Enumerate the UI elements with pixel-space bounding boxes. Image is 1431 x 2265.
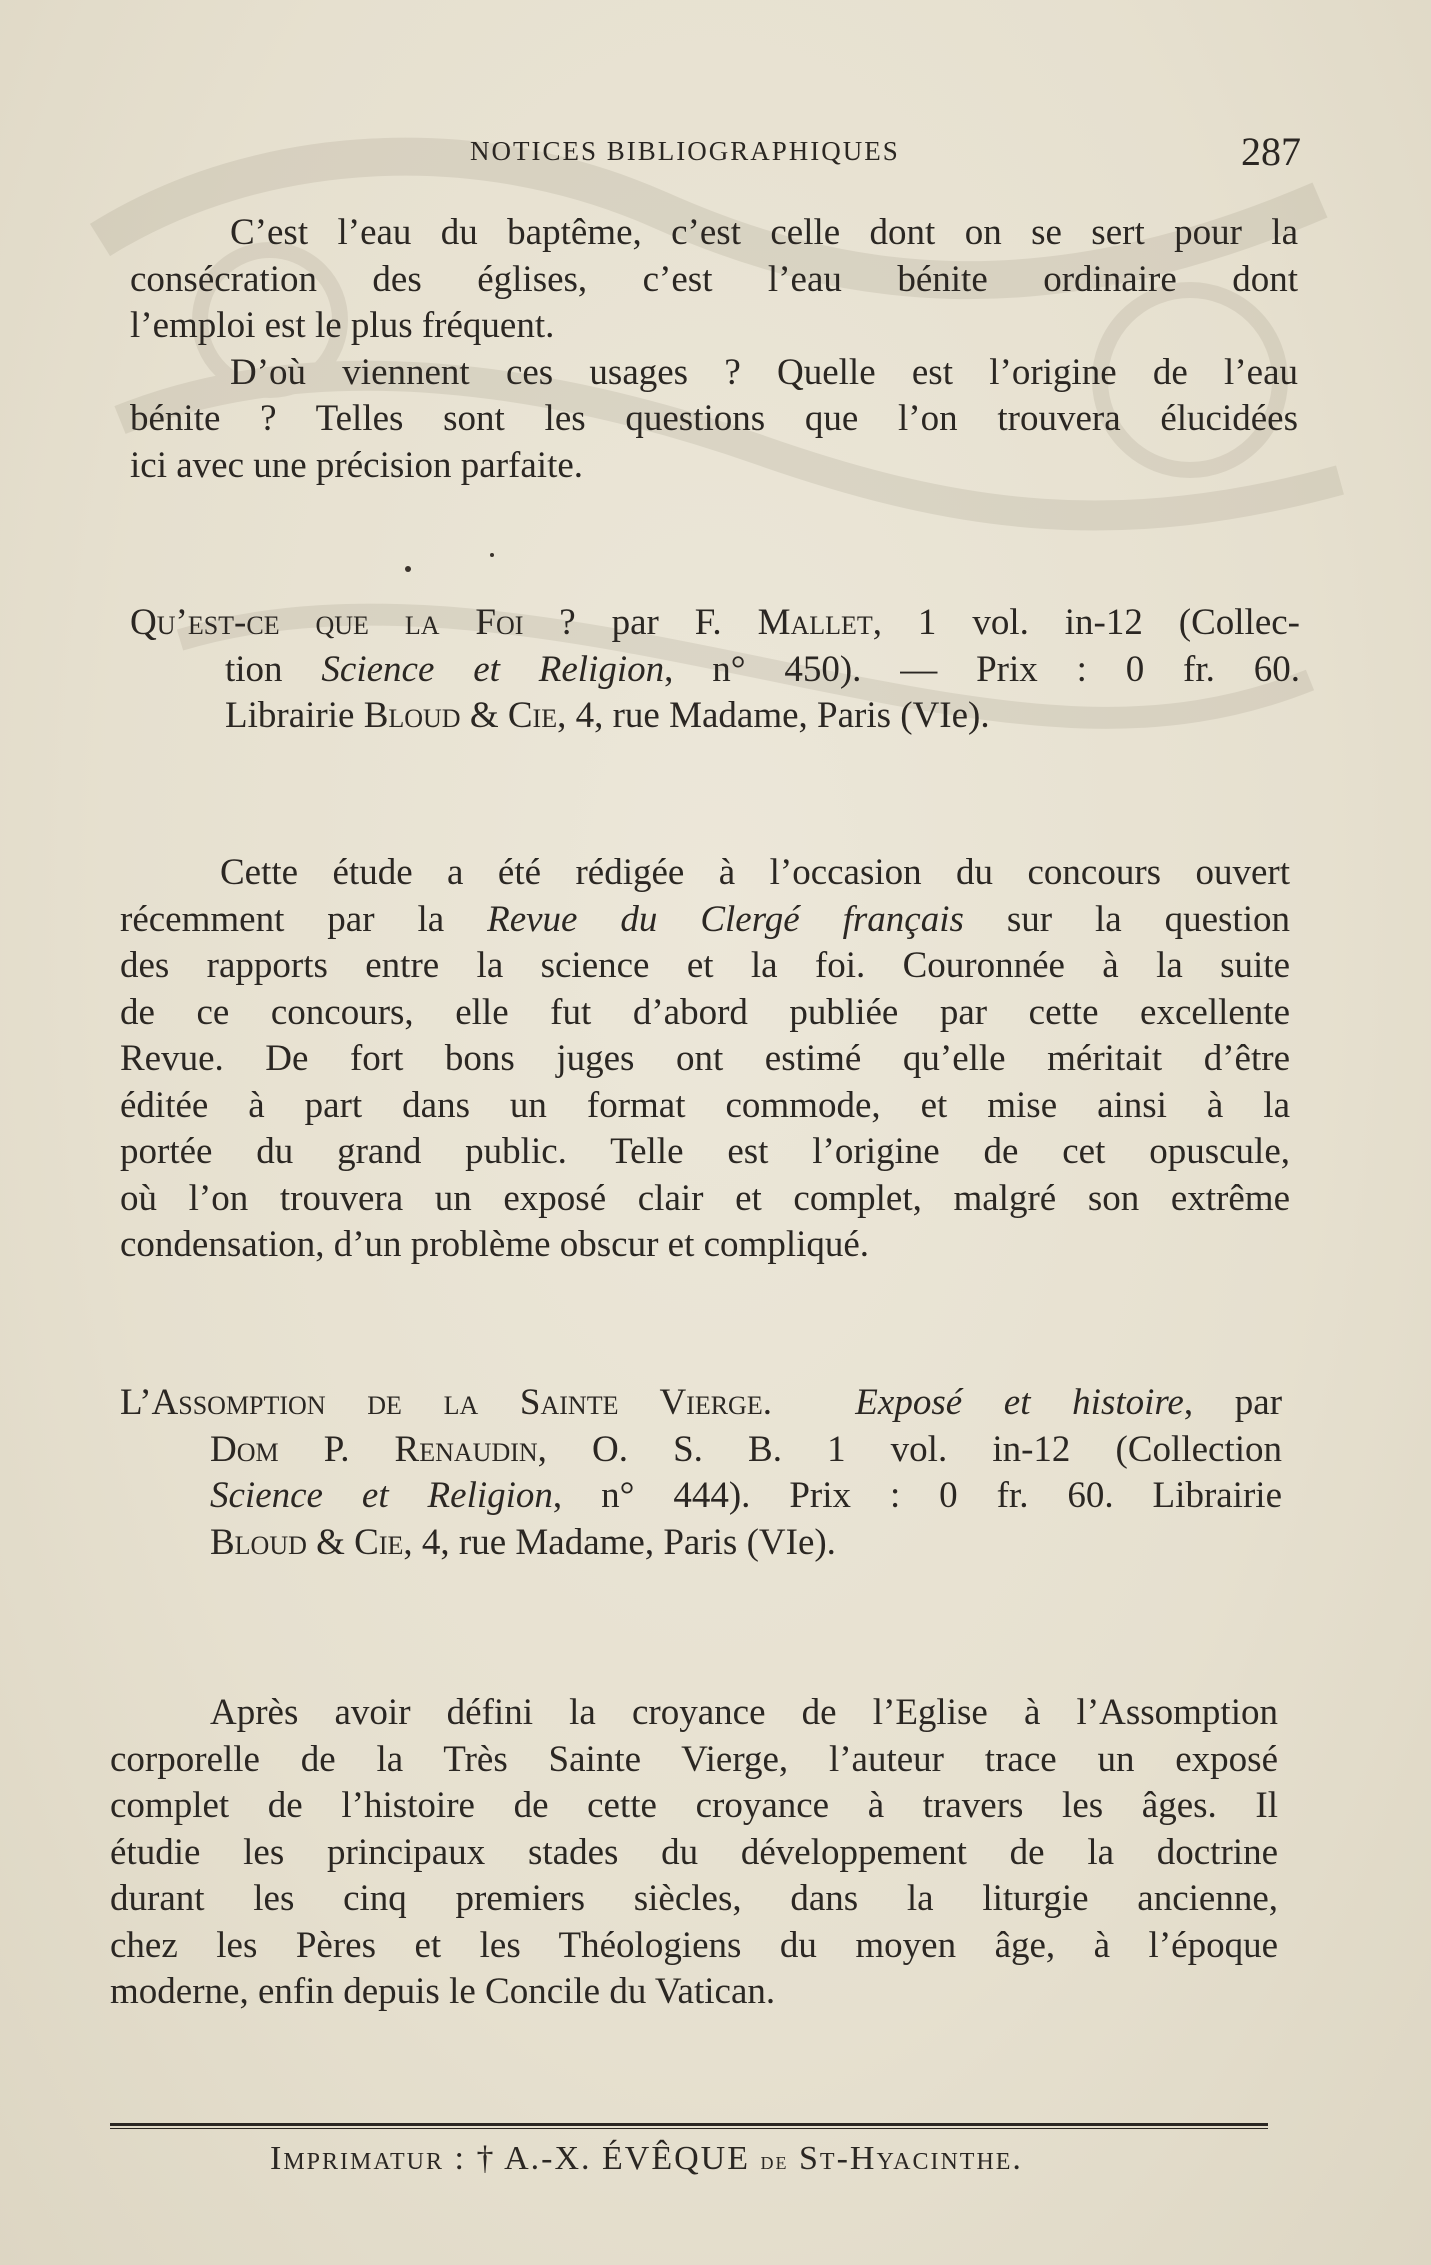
entry2-heading xyxy=(120,1380,1282,1566)
entry2-body-line: complet de l’histoire de cette croyance à travers les âges. Il xyxy=(110,1785,1278,1826)
intro-line: bénite ? Telles sont les questions que l’on trouvera élucidées xyxy=(130,398,1298,439)
intro-paragraph xyxy=(130,210,1298,489)
entry2-body-line: chez les Pères et les Théologiens du moyen âge, à l’époque xyxy=(110,1924,1278,1966)
entry1-text: Librairie xyxy=(225,695,364,736)
entry1-body xyxy=(120,850,1290,1269)
entry1-heading-line xyxy=(130,600,1300,647)
page-number: 287 xyxy=(1241,129,1301,174)
footer-rule-thin xyxy=(110,2128,1268,2129)
entry2-body-line: corporelle de la Très Sainte Vierge, l’auteur trace un exposé xyxy=(110,1738,1278,1780)
entry1-body-line: condensation, d’un problème obscur et compliqué. xyxy=(120,1224,870,1265)
entry2-address: , 4, rue Madame, Paris (VIe). xyxy=(403,1521,836,1563)
journal-title: Revue du Clergé français xyxy=(487,898,964,940)
entry1-author: Mallet xyxy=(757,602,873,643)
entry1-text: tion xyxy=(225,648,322,690)
intro-line: D’où viennent ces usages ? Quelle est l’origine de l’eau xyxy=(230,351,1298,393)
imprimatur xyxy=(270,2140,1023,2178)
entry1-heading xyxy=(130,600,1300,740)
print-speck xyxy=(490,553,494,557)
intro-line: ici avec une précision parfaite. xyxy=(130,444,584,486)
entry2-body-line: durant les cinq premiers siècles, dans la liturgie ancienne, xyxy=(110,1878,1278,1919)
entry2-text: , par xyxy=(1183,1382,1283,1423)
entry1-body-line: portée du grand public. Telle est l’origine de cet opuscule, xyxy=(120,1131,1290,1172)
entry2-price: , n° 444). Prix : 0 fr. 60. Librairie xyxy=(552,1475,1282,1516)
entry1-body-text: sur la question xyxy=(963,898,1290,940)
entry1-heading-line xyxy=(130,647,1300,694)
print-speck xyxy=(405,566,411,572)
intro-line: consécration des églises, c’est l’eau bénite ordinaire dont xyxy=(130,258,1298,300)
bishop-name: A.-X. ÉVÊQUE xyxy=(504,2140,750,2177)
entry2-body-line: Après avoir défini la croyance de l’Eglise à l’Assomption xyxy=(210,1692,1278,1733)
imprimatur-de: de xyxy=(760,2146,789,2175)
entry2-heading-line xyxy=(120,1473,1282,1520)
entry2-author: Dom P. Renaudin xyxy=(210,1428,538,1470)
entry2-heading-line xyxy=(120,1520,1282,1567)
entry2-series: Science et Religion xyxy=(210,1475,553,1516)
entry1-body-line: Revue. De fort bons juges ont estimé qu’elle méritait d’être xyxy=(120,1038,1290,1079)
entry2-publisher: Bloud & Cie xyxy=(210,1521,404,1563)
entry1-body-line: de ce concours, elle fut d’abord publiée par cette excellente xyxy=(120,991,1290,1033)
entry2-body-line: moderne, enfin depuis le Concile du Vatican. xyxy=(110,1971,776,2012)
entry1-body-line: éditée à part dans un format commode, et mise ainsi à la xyxy=(120,1084,1290,1126)
entry1-body-line xyxy=(120,897,1290,944)
entry2-body-line: étudie les principaux stades du développement de la doctrine xyxy=(110,1831,1278,1873)
entry1-publisher: Bloud & Cie xyxy=(363,695,558,736)
page-header xyxy=(470,128,1301,178)
entry1-title: Qu’est-ce que la Foi ? xyxy=(130,602,576,643)
entry2-text: , O. S. B. 1 vol. in-12 (Collection xyxy=(537,1428,1282,1470)
entry2-title: L’Assomption de la Sainte Vierge. xyxy=(120,1382,772,1423)
entry2-heading-line xyxy=(120,1380,1282,1427)
entry2-body xyxy=(110,1690,1278,2016)
entry1-body-text: récemment par la xyxy=(120,898,488,940)
entry1-body-line: Cette étude a été rédigée à l’occasion du concours ouvert xyxy=(220,852,1290,893)
entry1-body-line: où l’on trouvera un exposé clair et complet, malgré son extrême xyxy=(120,1177,1290,1219)
intro-line: C’est l’eau du baptême, c’est celle dont on se sert pour la xyxy=(230,212,1298,253)
entry1-text: , 1 vol. in-12 (Collec- xyxy=(872,602,1300,643)
entry2-subtitle: Exposé et histoire xyxy=(855,1382,1184,1423)
cross-symbol: † xyxy=(476,2140,496,2177)
imprimatur-place: St-Hyacinthe. xyxy=(799,2140,1023,2177)
entry1-address: , 4, rue Madame, Paris (VIe). xyxy=(557,695,990,736)
imprimatur-label: Imprimatur : xyxy=(270,2140,466,2177)
footer-rule xyxy=(110,2123,1268,2126)
entry1-series: Science et Religion xyxy=(321,648,665,690)
entry1-text: par F. xyxy=(575,602,758,643)
entry2-heading-line xyxy=(120,1427,1282,1474)
entry1-body-line: des rapports entre la science et la foi. Couronnée à la suite xyxy=(120,945,1290,986)
intro-line: l’emploi est le plus fréquent. xyxy=(130,305,555,346)
entry1-price: , n° 450). — Prix : 0 fr. 60. xyxy=(664,648,1300,690)
running-title: NOTICES BIBLIOGRAPHIQUES xyxy=(470,136,900,166)
entry1-heading-line xyxy=(130,693,1300,740)
